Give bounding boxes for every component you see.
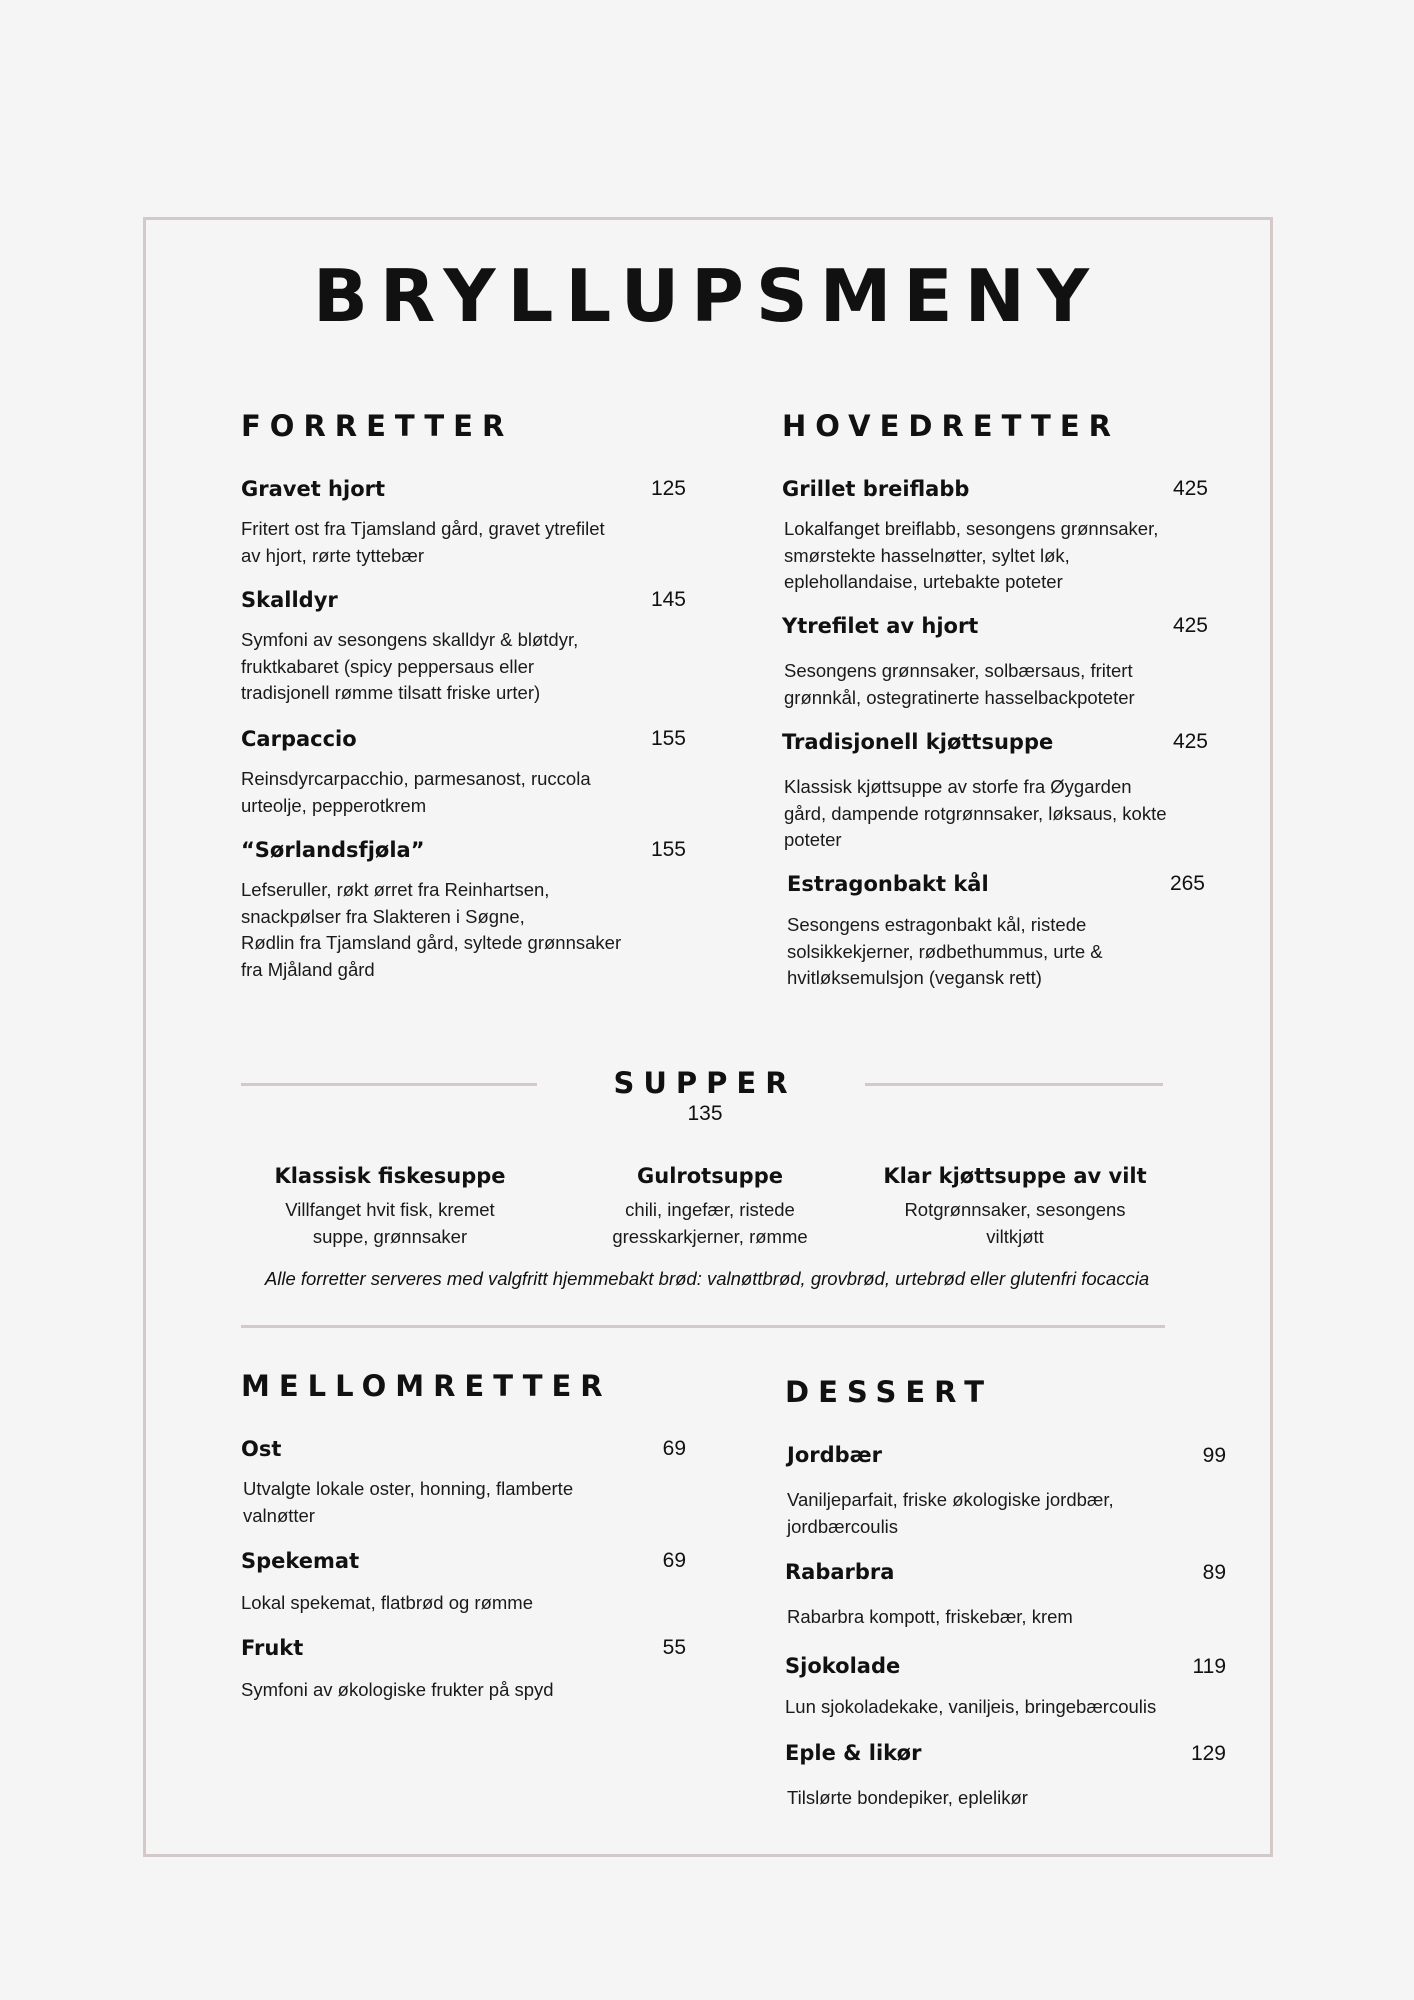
item-price: 69 [662,1437,686,1460]
item-description: Lefseruller, røkt ørret fra Reinhartsen, snackpølser fra Slakteren i Søgne, Rødlin fra Tjamsland gård, syltede grønnsaker fra Mjåland gård [241,879,622,980]
item-description: Rabarbra kompott, friskebær, krem [787,1606,1073,1627]
section-heading-supper: SUPPER [613,1066,797,1100]
item-description: Villfanget hvit fisk, kremet suppe, grønnsaker [285,1199,495,1247]
item-name: Gravet hjort [241,477,386,501]
item-description: Sesongens grønnsaker, solbærsaus, fritert grønnkål, ostegratinerte hasselbackpoteter [784,660,1135,708]
item-price: 55 [662,1636,686,1659]
divider-line [865,1083,1163,1086]
item-name: Jordbær [787,1443,883,1467]
item-name: “Sørlandsfjøla” [241,838,425,862]
item-name: Spekemat [241,1549,360,1573]
item-price: 99 [1202,1444,1226,1467]
item-price: 129 [1190,1742,1226,1765]
item-name: Skalldyr [241,588,338,612]
section-heading-forretter: FORRETTER [241,409,514,443]
item-name: Estragonbakt kål [787,872,989,896]
item-description: chili, ingefær, ristede gresskarkjerner, rømme [612,1199,808,1247]
item-price: 425 [1172,614,1208,637]
item-description: Symfoni av sesongens skalldyr & bløtdyr, fruktkabaret (spicy peppersaus eller tradisjonell rømme tilsatt friske urter) [241,629,579,703]
item-description: Lokalfanget breiflabb, sesongens grønnsaker, smørstekte hasselnøtter, syltet løk, eplehollandaise, urtebakte poteter [784,518,1159,592]
item-name: Gulrotsuppe [637,1164,783,1188]
item-name: Eple & likør [785,1741,922,1765]
bread-note: Alle forretter serveres med valgfritt hjemmebakt brød: valnøttbrød, grovbrød, urtebrød eller glutenfri focaccia [264,1268,1150,1289]
divider-line [241,1325,1165,1328]
item-name: Klar kjøttsuppe av vilt [883,1164,1147,1188]
item-description: Reinsdyrcarpacchio, parmesanost, ruccola urteolje, pepperotkrem [241,768,591,816]
item-price: 265 [1169,872,1205,895]
item-price: 155 [650,838,686,861]
item-description: Sesongens estragonbakt kål, ristede solsikkekjerner, rødbethummus, urte & hvitløksemulsjon (vegansk rett) [787,914,1103,988]
item-name: Tradisjonell kjøttsuppe [782,730,1054,754]
item-price: 119 [1192,1655,1226,1678]
section-heading-hovedretter: HOVEDRETTER [782,409,1120,443]
item-description: Symfoni av økologiske frukter på spyd [241,1679,554,1700]
divider-line [241,1083,537,1086]
item-description: Vaniljeparfait, friske økologiske jordbær, jordbærcoulis [787,1489,1114,1537]
item-description: Utvalgte lokale oster, honning, flamberte valnøtter [243,1478,574,1526]
section-heading-mellomretter: MELLOMRETTER [241,1369,612,1403]
item-price: 69 [662,1549,686,1572]
item-description: Tilslørte bondepiker, eplelikør [787,1787,1028,1808]
item-name: Klassisk fiskesuppe [274,1164,506,1188]
item-name: Carpaccio [241,727,357,751]
supper-price: 135 [687,1102,723,1125]
section-heading-dessert: DESSERT [785,1375,993,1409]
item-description: Klassisk kjøttsuppe av storfe fra Øygarden gård, dampende rotgrønnsaker, løksaus, kokte poteter [784,776,1167,850]
item-description: Lokal spekemat, flatbrød og rømme [241,1592,533,1613]
item-name: Grillet breiflabb [782,477,970,501]
item-price: 125 [650,477,686,500]
menu-title: BRYLLUPSMENY [312,254,1102,338]
item-description: Rotgrønnsaker, sesongens viltkjøtt [904,1199,1126,1247]
item-price: 425 [1172,477,1208,500]
item-description: Fritert ost fra Tjamsland gård, gravet ytrefilet av hjort, rørte tyttebær [241,518,605,566]
item-name: Frukt [241,1636,304,1660]
item-name: Rabarbra [785,1560,895,1584]
item-name: Ytrefilet av hjort [782,614,979,638]
item-name: Ost [241,1437,282,1461]
item-description: Lun sjokoladekake, vaniljeis, bringebærcoulis [785,1696,1157,1717]
item-price: 425 [1172,730,1208,753]
item-price: 89 [1202,1561,1226,1584]
item-name: Sjokolade [785,1654,901,1678]
item-price: 145 [650,588,686,611]
item-price: 155 [650,727,686,750]
